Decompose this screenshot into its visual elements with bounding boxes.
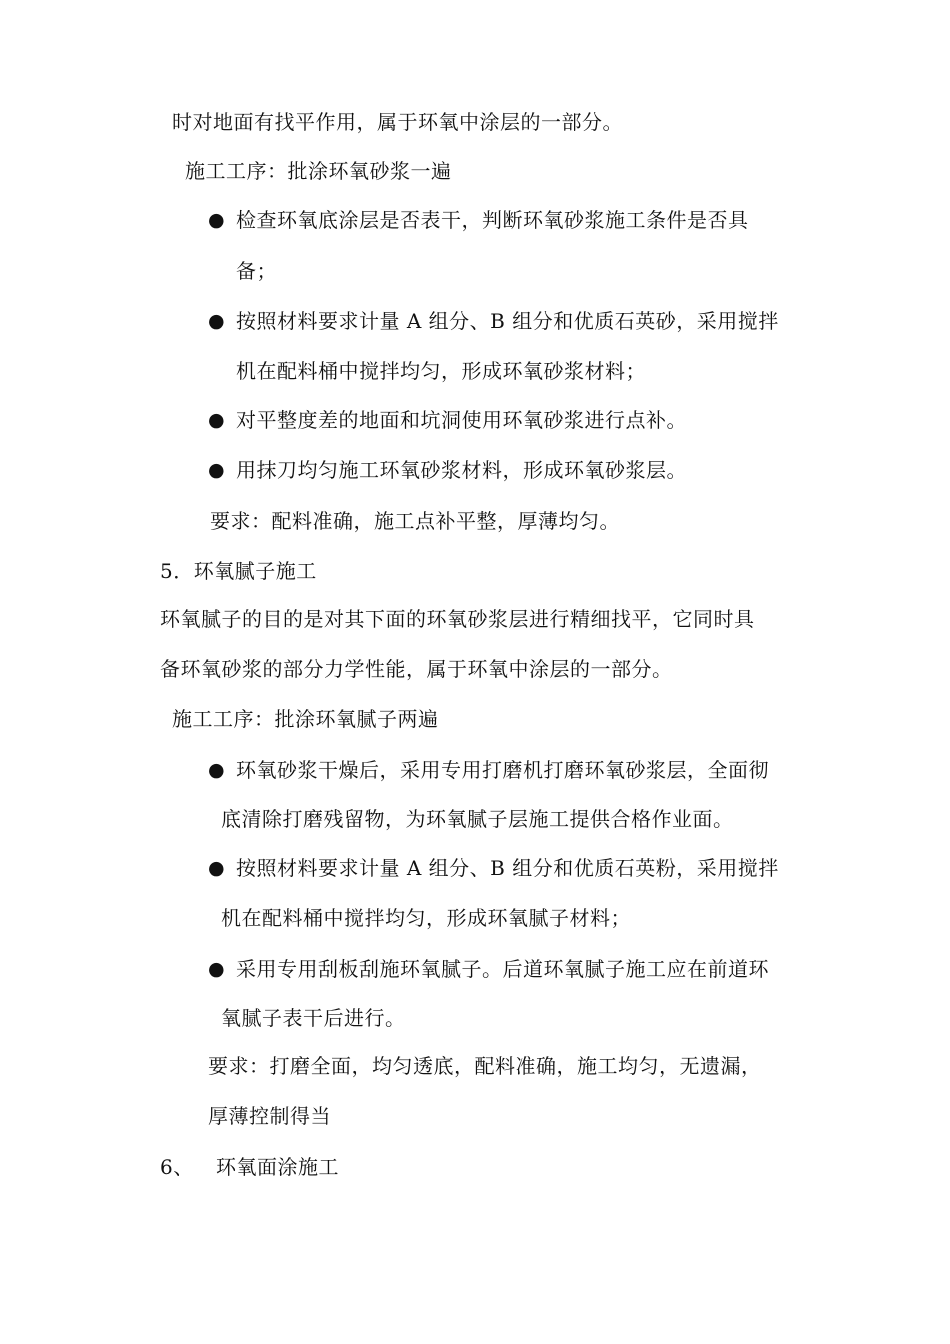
bullet-text-line1: 对平整度差的地面和坑洞使用环氧砂浆进行点补。	[236, 408, 687, 432]
bullet-dot-icon: ●	[208, 409, 225, 431]
bullet-text-line1: 检查环氧底涂层是否表干，判断环氧砂浆施工条件是否具	[236, 208, 749, 232]
bullet-text-line1: 环氧砂浆干燥后，采用专用打磨机打磨环氧砂浆层，全面彻	[236, 758, 769, 782]
bullet-text-line1: 采用专用刮板刮施环氧腻子。后道环氧腻子施工应在前道环	[236, 957, 769, 981]
bullet-text-line2: 机在配料桶中搅拌均匀，形成环氧砂浆材料；	[236, 359, 646, 383]
bullet-dot-icon: ●	[208, 459, 225, 481]
bullet-dot-icon: ●	[208, 310, 225, 332]
section5-intro-line1: 环氧腻子的目的是对其下面的环氧砂浆层进行精细找平，它同时具	[160, 607, 755, 631]
section6-title: 环氧面涂施工	[216, 1155, 339, 1179]
section5-procedure: 施工工序：批涂环氧腻子两遍	[172, 707, 439, 731]
section4-procedure: 施工工序：批涂环氧砂浆一遍	[185, 159, 452, 183]
section4-requirement: 要求：配料准确，施工点补平整，厚薄均匀。	[210, 509, 620, 533]
section6-number: 6、	[160, 1155, 194, 1179]
bullet-text-line2: 机在配料桶中搅拌均匀，形成环氧腻子材料；	[221, 906, 631, 930]
bullet-text-line2: 备；	[236, 259, 277, 283]
section5-requirement-line1: 要求：打磨全面，均匀透底，配料准确，施工均匀，无遗漏，	[208, 1054, 762, 1078]
bullet-dot-icon: ●	[208, 958, 225, 980]
bullet-text-line1: 按照材料要求计量 A 组分、B 组分和优质石英砂，采用搅拌	[236, 309, 779, 333]
bullet-text-line1: 按照材料要求计量 A 组分、B 组分和优质石英粉，采用搅拌	[236, 856, 779, 880]
section5-requirement-line2: 厚薄控制得当	[208, 1104, 331, 1128]
bullet-text-line2: 氧腻子表干后进行。	[221, 1006, 406, 1030]
bullet-dot-icon: ●	[208, 209, 225, 231]
bullet-dot-icon: ●	[208, 759, 225, 781]
section5-heading: 5．环氧腻子施工	[160, 559, 317, 583]
section5-intro-line2: 备环氧砂浆的部分力学性能，属于环氧中涂层的一部分。	[160, 657, 673, 681]
continuation-text: 时对地面有找平作用，属于环氧中涂层的一部分。	[172, 110, 623, 134]
bullet-text-line2: 底清除打磨残留物，为环氧腻子层施工提供合格作业面。	[221, 807, 734, 831]
bullet-text-line1: 用抹刀均匀施工环氧砂浆材料，形成环氧砂浆层。	[236, 458, 687, 482]
bullet-dot-icon: ●	[208, 857, 225, 879]
